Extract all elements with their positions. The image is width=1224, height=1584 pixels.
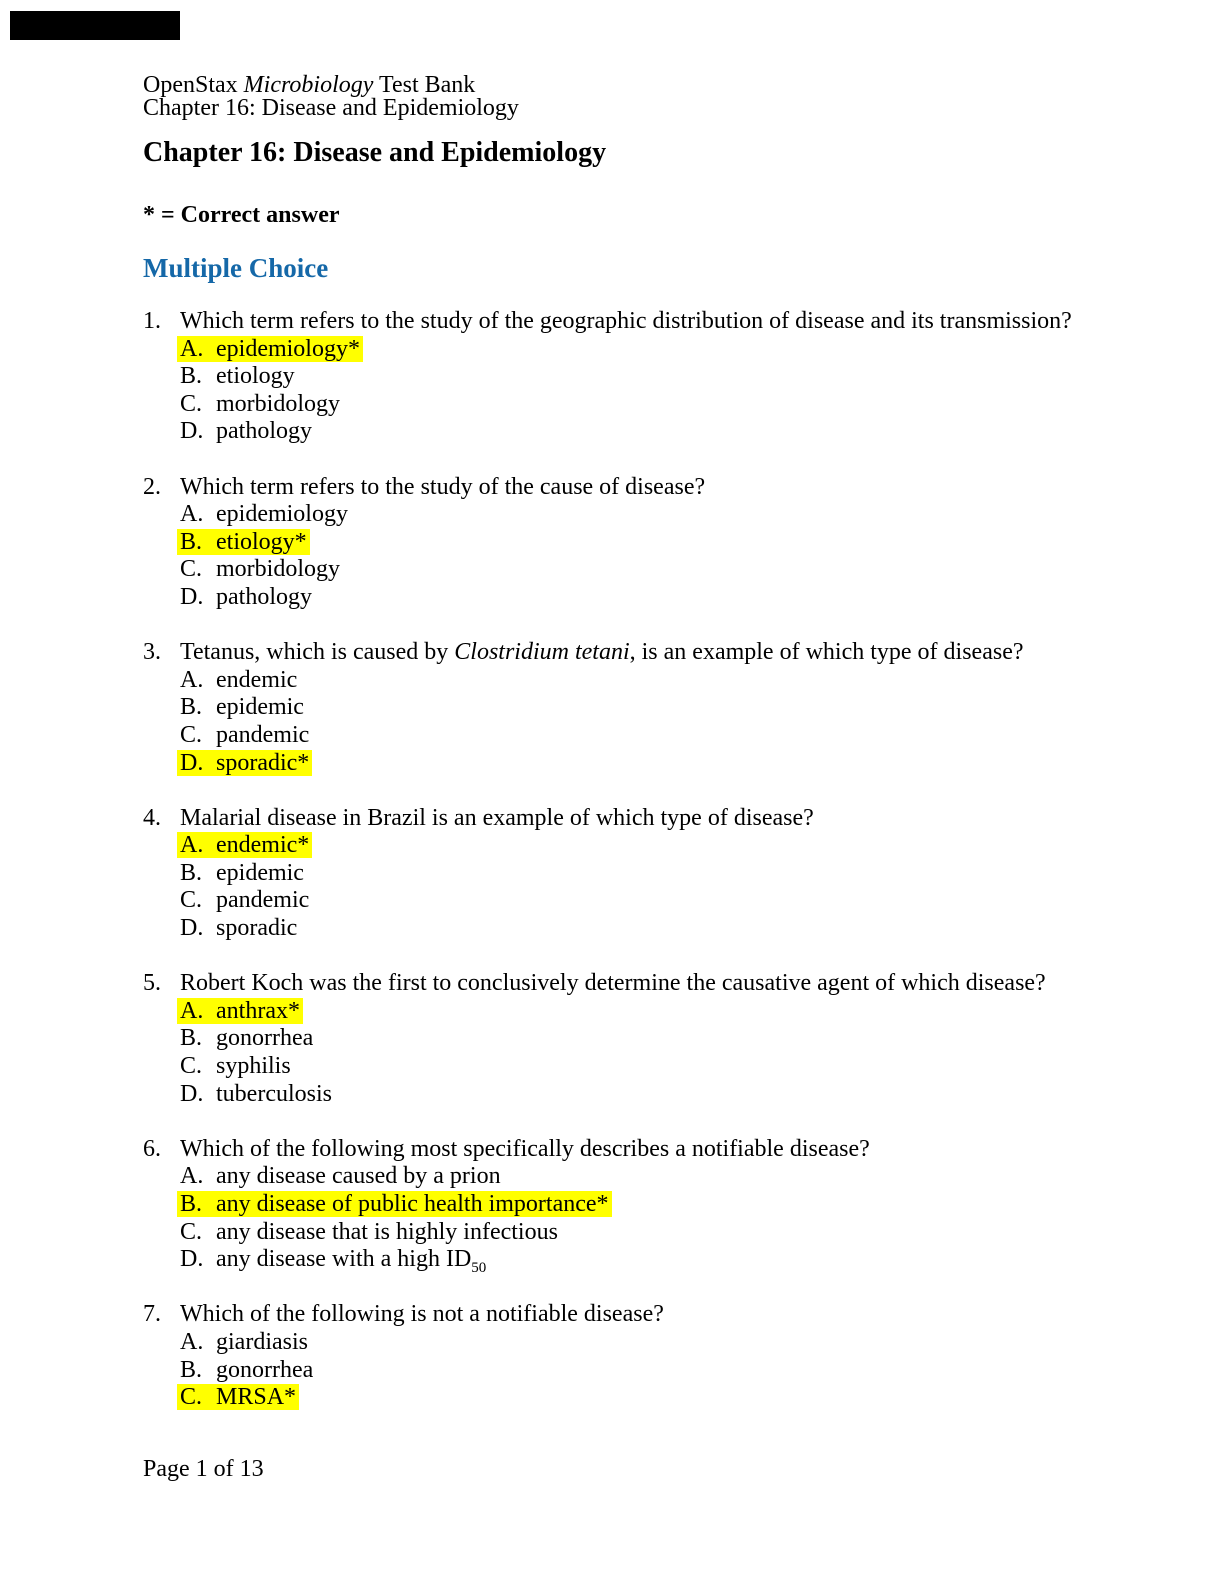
- option-text: syphilis: [216, 1053, 291, 1080]
- option-text: pathology: [216, 418, 312, 445]
- option-text: morbidology: [216, 390, 340, 417]
- option-text: epidemic: [216, 859, 304, 886]
- question-line: [143, 308, 1072, 336]
- option-text: pandemic: [216, 887, 310, 914]
- option: [180, 915, 297, 941]
- question-text: Which of the following most specifically describes a notifiable disease?: [180, 1135, 870, 1162]
- option: [180, 1219, 558, 1245]
- option: [180, 391, 340, 417]
- option-letter: B.: [180, 1025, 203, 1052]
- option-letter: B.: [180, 694, 203, 721]
- option-text: epidemic: [216, 694, 304, 721]
- option: [180, 1081, 332, 1107]
- option-letter: D.: [180, 583, 204, 610]
- redacted-logo: [10, 11, 180, 40]
- option: [180, 556, 340, 582]
- option-row: [143, 336, 1072, 364]
- correct-answer-highlight: [177, 998, 303, 1024]
- option-letter: D.: [180, 749, 204, 776]
- correct-answer-highlight: [177, 1191, 612, 1217]
- question-number: 2.: [143, 473, 161, 500]
- document-header: [143, 74, 519, 121]
- question-line: [143, 805, 1072, 833]
- option-row: [143, 722, 1072, 750]
- option-text: any disease of public health importance*: [216, 1191, 609, 1217]
- option-letter: B.: [180, 859, 203, 886]
- option-letter: C.: [180, 390, 203, 417]
- option-letter: A.: [180, 832, 204, 859]
- option-text: sporadic*: [216, 749, 310, 776]
- option-text: tuberculosis: [216, 1080, 332, 1107]
- option-letter: B.: [180, 363, 203, 390]
- question-3: [143, 639, 1072, 777]
- option: [180, 667, 297, 693]
- option: [180, 418, 312, 444]
- option-text: any disease caused by a prion: [216, 1163, 501, 1190]
- question-list: [143, 308, 1072, 1439]
- option: [180, 1357, 313, 1383]
- question-text: Which of the following is not a notifiable disease?: [180, 1301, 664, 1328]
- answer-key-note: * = Correct answer: [143, 202, 340, 228]
- option-text: gonorrhea: [216, 1025, 314, 1052]
- option-letter: D.: [180, 1246, 204, 1273]
- option-row: [143, 529, 1072, 557]
- correct-answer-highlight: [177, 529, 310, 555]
- option-letter: C.: [180, 887, 203, 914]
- option-text: sporadic: [216, 915, 298, 942]
- option-letter: C.: [180, 556, 203, 583]
- option-row: [143, 1025, 1072, 1053]
- option-row: [143, 1081, 1072, 1109]
- option-text: etiology: [216, 363, 295, 390]
- option-row: [143, 1246, 1072, 1274]
- header-book-title: Microbiology: [243, 72, 374, 98]
- option-row: [143, 887, 1072, 915]
- option: [180, 1329, 308, 1355]
- option-text: anthrax*: [216, 997, 300, 1024]
- question-7: [143, 1301, 1072, 1411]
- option-text: epidemiology: [216, 501, 348, 528]
- correct-answer-highlight: [177, 336, 363, 362]
- question-number: 1.: [143, 308, 161, 334]
- header-line-1-prefix: OpenStax: [143, 72, 244, 98]
- option-text: endemic*: [216, 832, 310, 859]
- option-letter: D.: [180, 1080, 204, 1107]
- option-row: [143, 1053, 1072, 1081]
- option-letter: C.: [180, 721, 203, 748]
- option-row: [143, 1219, 1072, 1247]
- correct-answer-highlight: [177, 1384, 299, 1410]
- option-row: [143, 501, 1072, 529]
- question-2: [143, 474, 1072, 612]
- option-row: [143, 418, 1072, 446]
- question-1: [143, 308, 1072, 446]
- option-row: [143, 998, 1072, 1026]
- question-line: [143, 474, 1072, 502]
- option-text: MRSA*: [216, 1384, 297, 1411]
- option-row: [143, 391, 1072, 419]
- option-row: [143, 1384, 1072, 1412]
- question-number: 7.: [143, 1301, 161, 1328]
- option: [180, 363, 295, 389]
- header-line-1-suffix: Test Bank: [373, 72, 476, 98]
- option: [180, 1163, 501, 1189]
- page-footer: Page 1 of 13: [143, 1456, 264, 1482]
- option-row: [143, 667, 1072, 695]
- option-row: [143, 832, 1072, 860]
- question-text: Which term refers to the study of the cause of disease?: [180, 473, 706, 500]
- question-4: [143, 805, 1072, 943]
- correct-answer-highlight: [177, 832, 312, 858]
- option-row: [143, 556, 1072, 584]
- option-letter: D.: [180, 915, 204, 942]
- option-letter: C.: [180, 1218, 203, 1245]
- option-text: giardiasis: [216, 1328, 308, 1355]
- option: [180, 1053, 291, 1079]
- option-letter: C.: [180, 1384, 203, 1411]
- question-6: [143, 1136, 1072, 1274]
- option-letter: A.: [180, 997, 204, 1024]
- option-letter: A.: [180, 666, 204, 693]
- question-line: [143, 639, 1072, 667]
- question-number: 4.: [143, 804, 161, 831]
- option-text: endemic: [216, 666, 298, 693]
- option: [180, 694, 304, 720]
- option-row: [143, 363, 1072, 391]
- option-letter: B.: [180, 1191, 203, 1217]
- option-text: epidemiology*: [216, 335, 360, 362]
- option: [180, 860, 304, 886]
- option-text: any disease with a high $ID_{50}$: [216, 1246, 487, 1276]
- option-letter: B.: [180, 1356, 203, 1383]
- question-text: Malarial disease in Brazil is an example of which type of disease?: [180, 804, 814, 831]
- option-text: any disease that is highly infectious: [216, 1218, 558, 1245]
- option-row: [143, 1329, 1072, 1357]
- option-letter: A.: [180, 1163, 204, 1190]
- question-5: [143, 970, 1072, 1108]
- option-text: pathology: [216, 583, 312, 610]
- header-line-1: [143, 74, 519, 97]
- option: [180, 501, 348, 527]
- question-text: Tetanus, which is caused by Clostridium tetani, is an example of which type of disease?: [180, 639, 1024, 666]
- option-row: [143, 584, 1072, 612]
- section-heading: Multiple Choice: [143, 253, 329, 283]
- option-letter: A.: [180, 501, 204, 528]
- option-row: [143, 694, 1072, 722]
- option: [180, 584, 312, 610]
- question-number: 5.: [143, 970, 161, 997]
- header-line-2: Chapter 16: Disease and Epidemiology: [143, 95, 519, 122]
- correct-answer-highlight: [177, 750, 312, 776]
- option-row: [143, 1163, 1072, 1191]
- option-row: [143, 915, 1072, 943]
- question-number: 3.: [143, 639, 161, 666]
- option: [180, 887, 309, 913]
- question-line: [143, 1301, 1072, 1329]
- question-text: Which term refers to the study of the geographic distribution of disease and its transmission?: [180, 308, 1072, 334]
- question-text: Robert Koch was the first to conclusively determine the causative agent of which disease?: [180, 970, 1046, 997]
- option-letter: A.: [180, 1328, 204, 1355]
- option-row: [143, 750, 1072, 778]
- option-letter: A.: [180, 335, 204, 362]
- option-text: gonorrhea: [216, 1356, 314, 1383]
- option-text: etiology*: [216, 528, 307, 555]
- option: [180, 1025, 313, 1051]
- option-letter: B.: [180, 528, 203, 555]
- option: [180, 1246, 487, 1276]
- option-row: [143, 860, 1072, 888]
- question-line: [143, 1136, 1072, 1164]
- option-text: morbidology: [216, 556, 340, 583]
- question-line: [143, 970, 1072, 998]
- option-row: [143, 1357, 1072, 1385]
- option-row: [143, 1191, 1072, 1219]
- option-text: pandemic: [216, 721, 310, 748]
- option-letter: C.: [180, 1053, 203, 1080]
- option: [180, 722, 309, 748]
- question-number: 6.: [143, 1135, 161, 1162]
- option-letter: D.: [180, 418, 204, 445]
- chapter-heading: Chapter 16: Disease and Epidemiology: [143, 137, 607, 168]
